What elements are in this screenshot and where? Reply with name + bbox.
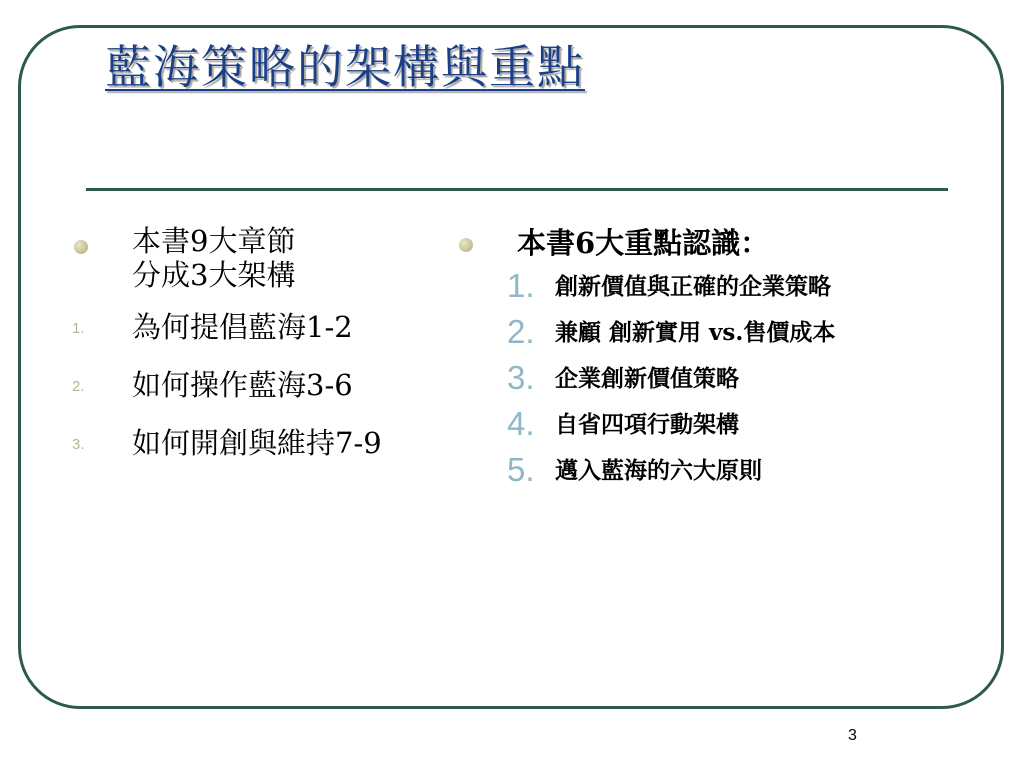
- list-item-number: 3.: [72, 436, 85, 453]
- list-item-number: 2.: [72, 378, 85, 395]
- list-item-text: 邁入藍海的六大原則: [555, 457, 762, 484]
- bullet-icon: [74, 240, 88, 254]
- list-item: [455, 312, 955, 358]
- list-item: [66, 426, 466, 484]
- list-item: [66, 368, 466, 426]
- right-heading: [455, 222, 955, 264]
- list-item-text: 企業創新價值策略: [555, 365, 739, 392]
- left-bullet: [66, 224, 466, 292]
- left-bullet-line1: 本書9大章節: [132, 224, 296, 258]
- right-heading-text: 本書6大重點認識：: [517, 226, 770, 260]
- slide-title: 藍海策略的架構與重點: [105, 40, 585, 94]
- list-item-text: 自省四項行動架構: [555, 411, 739, 438]
- right-numbered-list: [455, 266, 955, 496]
- right-column: [455, 222, 955, 496]
- list-item-text: 如何操作藍海3-6: [132, 368, 353, 402]
- list-item: [455, 266, 955, 312]
- left-column: [66, 224, 466, 484]
- page-number: 3: [848, 727, 857, 744]
- list-item-number: 3.: [507, 359, 535, 396]
- list-item-text: 兼顧 創新實用 vs.售價成本: [555, 319, 836, 346]
- list-item-number: 2.: [507, 313, 535, 350]
- list-item-number: 1.: [72, 320, 85, 337]
- list-item-text: 創新價值與正確的企業策略: [555, 273, 831, 300]
- list-item-number: 5.: [507, 451, 535, 488]
- list-item: [455, 450, 955, 496]
- list-item-text: 為何提倡藍海1-2: [132, 310, 353, 344]
- title-divider: [86, 188, 948, 191]
- left-bullet-line2: 分成3大架構: [132, 258, 296, 292]
- left-numbered-list: [66, 310, 466, 484]
- list-item: [455, 358, 955, 404]
- list-item: [66, 310, 466, 368]
- list-item: [455, 404, 955, 450]
- list-item-text: 如何開創與維持7-9: [132, 426, 382, 460]
- list-item-number: 4.: [507, 405, 535, 442]
- list-item-number: 1.: [507, 267, 535, 304]
- bullet-icon: [459, 238, 473, 252]
